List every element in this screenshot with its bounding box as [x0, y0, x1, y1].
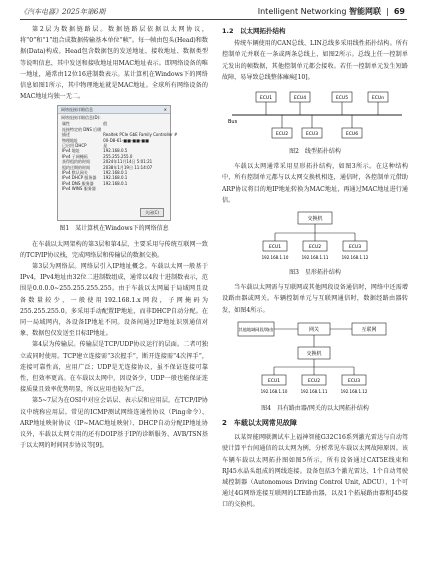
paragraph: 当车载以太网需与互联网或其他网段设备通信时，网络中还需增设路由器或网关。车辆控制单元与互联网通信时，数据经路由器转发，如图4所示。: [222, 284, 408, 314]
paragraph: 第4层为传输层。传输层是TCP/UDP协议运行的层面。二者可独立或同时使用。TCP建立连接需“3次握手”，断开连接需“4次挥手”，连接可靠性高，应用广泛；UDP是无连接协议，虽不保证连接可靠性，但效率更高。在车载以太网中，因设备少，UDP一般也能保证连接质量且效率优势明显，所以应用也较为广泛。: [20, 341, 208, 394]
table-row: IPv4 DHCP 服务器 192.168.0.1: [62, 175, 128, 181]
table-row: IPv4 地址 192.168.0.5: [62, 148, 128, 154]
ecu-node: [332, 92, 352, 115]
ecu-node: [301, 375, 328, 394]
switch-label: 交换机: [307, 216, 323, 223]
header-rule: [20, 19, 407, 20]
page-number: 69: [393, 7, 405, 16]
ecu-node: [341, 375, 368, 394]
section-label: Intelligent Networking 智能网联 | 69: [257, 7, 405, 16]
svg-text:ECU3: ECU3: [348, 245, 362, 251]
figure-3-star-topology: [222, 209, 408, 265]
ecu-node: [272, 115, 292, 138]
figure-2-bus-topology: [222, 86, 408, 144]
right-column: [222, 24, 408, 511]
close-button[interactable]: 关闭(C): [140, 208, 164, 217]
router-label: 其他地域网段/路由: [238, 326, 274, 332]
table-row: 描述 Realtek PCIe GbE Family Controller #: [62, 132, 178, 138]
internet-label: 互联网: [361, 326, 377, 333]
left-column: [20, 24, 208, 451]
table-row: IPv4 DNS 服务器 192.168.0.1: [62, 180, 128, 186]
svg-text:ECU5: ECU5: [335, 96, 349, 102]
dialog-title: 网络连接详细信息: [61, 107, 93, 113]
figure-3-caption: 图3 星形拓扑结构: [289, 269, 341, 277]
ecu-node: [261, 375, 288, 394]
col-header-property: 属性: [62, 121, 70, 127]
svg-text:ECU4: ECU4: [293, 96, 307, 102]
gateway-label: 网关: [308, 326, 320, 333]
ecu-node: [342, 241, 369, 260]
figure-4-caption: 图4 具有路由器/网关的以太网拓扑结构: [261, 404, 369, 412]
svg-text:ECU2: ECU2: [308, 245, 322, 251]
table-row: 连接特定的 DNS 后缀: [62, 126, 102, 132]
ip-label: 192.168.1.11: [300, 388, 328, 394]
ip-label: 192.168.1.11: [301, 255, 329, 261]
network-details-table: [61, 121, 178, 191]
page-header: [0, 0, 427, 20]
journal-name: 《汽车电器》2025年第6期: [20, 8, 106, 16]
paragraph: 第5~7层为在OSI中对应会话层、表示层和应用层，在TCP/IP协议中统称应用层。常见的ICMP测试网络连通性协议（Ping命令）、ARP地址映射协议（IP~MAC地址映射）、DHCP自动分配IP地址协议外，车载以太网专用的还有DOIP基于IP的诊断服务、AVB/TSN基于以太网的时间同步协议等[9]。: [20, 397, 208, 450]
paragraph: 第3层为网络层。网络层引入IP地址概念。车载以太网一般基于IPv4，IPv4地址由32位二进制数组成，通常以4段十进制数表示，范围是0.0.0.0~255.255.255.255。由于车载以太网属于局域网且设备数量较少，一般使用192.168.1.x网段，子网掩码为255.255.255.0。多采用手动配置IP地址，而非DHCP自动分配。在同一局域网内，各设备IP地址不同。设备间通过IP地址识别通信对象，数据包仅发送至目标IP地址。: [20, 263, 208, 338]
ip-label: 192.168.1.12: [340, 388, 368, 394]
dialog-titlebar: [58, 106, 170, 114]
svg-text:ECU2: ECU2: [307, 378, 321, 384]
svg-text:ECUn: ECUn: [371, 96, 385, 102]
svg-text:ECU1: ECU1: [268, 245, 282, 251]
table-row: 租约过期的时间 2038年1月19日 11:14:07: [62, 164, 153, 170]
switch-label: 交换机: [306, 350, 322, 357]
svg-text:ECU6: ECU6: [345, 132, 359, 138]
figure-4-router-topology: [222, 319, 408, 401]
paragraph: 传统车辆使用的CAN总线、LIN总线多采用线性拓扑结构。所有控制单元并联在一条或两条总线上，如图2所示。总线上任一控制单元发出的帧数据，其他控制单元都会接收。若任一控制单元发生短路故障，易导致总线整体瘫痪[10]。: [222, 40, 408, 81]
table-row: 物理地址 00-D8-61-■■-■■-■■: [62, 137, 149, 143]
ecu-node: [262, 241, 289, 260]
table-row: IPv4 WINS 服务器: [62, 186, 96, 192]
section-heading: 2 车载以太网常见故障: [222, 419, 297, 428]
col-header-value: 值: [103, 121, 108, 127]
svg-text:ECU2: ECU2: [275, 132, 289, 138]
ip-label: 192.168.1.10: [260, 388, 288, 394]
ecu-node: [302, 115, 322, 138]
ecu-node: [302, 241, 329, 260]
section-heading: 1.2 以太网拓扑结构: [222, 27, 286, 35]
close-icon[interactable]: ✕: [163, 107, 167, 113]
svg-text:ECU3: ECU3: [305, 132, 319, 138]
ecu-node: [368, 92, 388, 115]
dialog-subtitle: 网络连接详细信息(D):: [61, 115, 101, 121]
ecu-node: [256, 92, 276, 115]
ecu-node: [290, 92, 310, 115]
ip-label: 192.168.1.10: [261, 255, 289, 261]
table-row: IPv4 子网掩码 255.255.255.0: [62, 153, 133, 159]
ecu-node: [342, 115, 362, 138]
table-row: 获得租约的时间 2024年11月14日 5:01:21: [62, 159, 153, 165]
paragraph: 车载以太网通常采用星形拓扑结构，如图3所示。在这种结构中，所有控制单元都与以太网交换机相连，通信时，各控制单元借助ARP协议将目的地IP地址转换为MAC地址，再通过MAC地址进行通信。: [222, 163, 408, 204]
bus-label: Bus: [228, 119, 238, 126]
figure-2-caption: 图2 线型拓扑结构: [289, 148, 341, 156]
figure-1-caption: 图1 某计算机在Windows下的网络信息: [59, 225, 169, 233]
paragraph: 以某智能网联测试车上福神智能G32C16系列激光雷达与自动驾驶计算平台间通信的以太网为例，分析常见车载以太网故障原因。该车辆车载以太网拓扑图如图5所示，所有设备通过CAT5E线束和RJ45水晶头组成的网线连接。设备包括3个激光雷达、1个自动驾驶域控制器（Autonomous Driving Control Unit, ADCU）、1个可通过4G网络连接互联网的LTE路由器，以及1个拓展路由器和J45接口的交换机。: [222, 434, 408, 509]
paragraph: 在车载以太网架构的第3层和第4层，主要采用与传统互联网一致的TCP/IP协议栈，完成网络层和传输层的数据交换。: [20, 240, 208, 259]
ip-label: 192.168.1.12: [341, 255, 369, 261]
svg-text:ECU1: ECU1: [259, 96, 273, 102]
figure-1-network-dialog: [57, 105, 178, 221]
table-row: 已启用 DHCP 是: [62, 143, 108, 149]
svg-text:ECU1: ECU1: [267, 378, 281, 384]
svg-text:ECU3: ECU3: [347, 378, 361, 384]
paragraph: 第2层为数据链路层。数据链路层依据以太网协议，将“0”和“1”组合成数据传输基本单位“帧”。每一帧由包头(Head)和数据(Data)构成。Head包含数据包的发送地址、接收地址、数据类型等说明信息，其中发送和接收地址用MAC地址表示。即网络设备的唯一地址，通常由12位16进制数表示。某计算机在Windows下的网络信息如图1所示，其中物理地址就是MAC地址。全球所有网络设备的MAC地址均独一无二。: [20, 26, 208, 101]
table-row: IPv4 默认网关 192.168.0.1: [62, 170, 128, 176]
